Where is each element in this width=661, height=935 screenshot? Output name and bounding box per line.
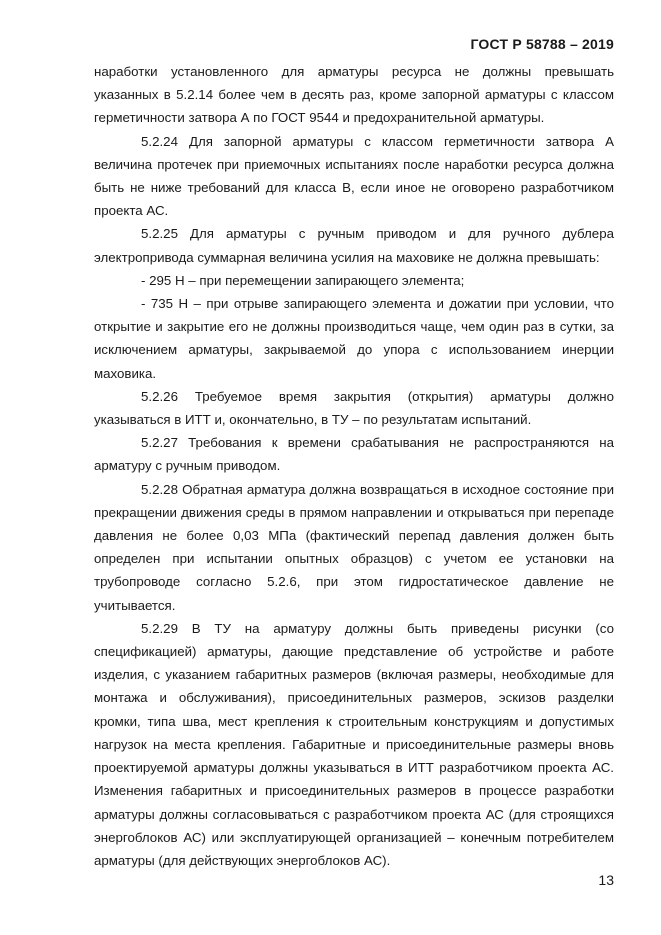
paragraph-5-2-27: 5.2.27 Требования к времени срабатывания не распространяются на арматуру с ручным приводом.	[94, 435, 614, 474]
paragraph-continuation: наработки установленного для арматуры ресурса не должны превышать указанных в 5.2.14 более чем в десять раз, кроме запорной арматуры с классом герметичности затвора А по ГОСТ 9544 и предохранительной арматуры.	[94, 64, 614, 126]
paragraph-5-2-24: 5.2.24 Для запорной арматуры с классом герметичности затвора А величина протечек при приемочных испытаниях после наработки ресурса должна быть не ниже требований для класса В, если иное не оговорено разработчиком проекта АС.	[94, 133, 614, 219]
paragraph-5-2-28: 5.2.28 Обратная арматура должна возвращаться в исходное состояние при прекращении движения среды в прямом направлении и открываться при перепаде давления не более 0,03 МПа (фактический перепад давления должен быть определен при испытании опытных образцов) с учетом ее установки на трубопроводе согласно 5.2.6, при этом гидростатическое давление не учитывается.	[94, 481, 614, 613]
list-item-295n: - 295 Н – при перемещении запирающего элемента;	[141, 272, 465, 288]
paragraph-5-2-26: 5.2.26 Требуемое время закрытия (открытия) арматуры должно указываться в ИТТ и, окончательно, в ТУ – по результатам испытаний.	[94, 388, 614, 428]
page-number: 13	[598, 872, 614, 888]
document-body	[94, 60, 614, 872]
paragraph-5-2-25: 5.2.25 Для арматуры с ручным приводом и для ручного дублера электропривода суммарная величина усилия на маховике не должна превышать:	[94, 226, 614, 265]
paragraph-5-2-29: 5.2.29 В ТУ на арматуру должны быть приведены рисунки (со спецификацией) арматуры, дающие представление об устройстве и работе изделия, с указанием габаритных размеров (включая размеры, необходимые для монтажа и обслуживания), присоединительных размеров, эскизов разделки кромки, типа шва, мест крепления к строительным конструкциям и допустимых нагрузок на места крепления. Габаритные и присоединительные размеры вновь проектируемой арматуры должны указываться в ИТТ разработчиком проекта АС. Изменения габаритных и присоединительных размеров в процессе разработки арматуры должны согласовываться с разработчиком проекта АС (для строящихся энергоблоков АС) или эксплуатирующей организацией – конечным потребителем арматуры (для действующих энергоблоков АС).	[94, 620, 614, 868]
list-item-735n: - 735 Н – при отрыве запирающего элемента и дожатии при условии, что открытие и закрытие его не должны производиться чаще, чем один раз в сутки, за исключением арматуры, закрываемой до упора с использованием инерции маховика.	[94, 296, 614, 381]
document-header: ГОСТ Р 58788 – 2019	[470, 36, 614, 52]
